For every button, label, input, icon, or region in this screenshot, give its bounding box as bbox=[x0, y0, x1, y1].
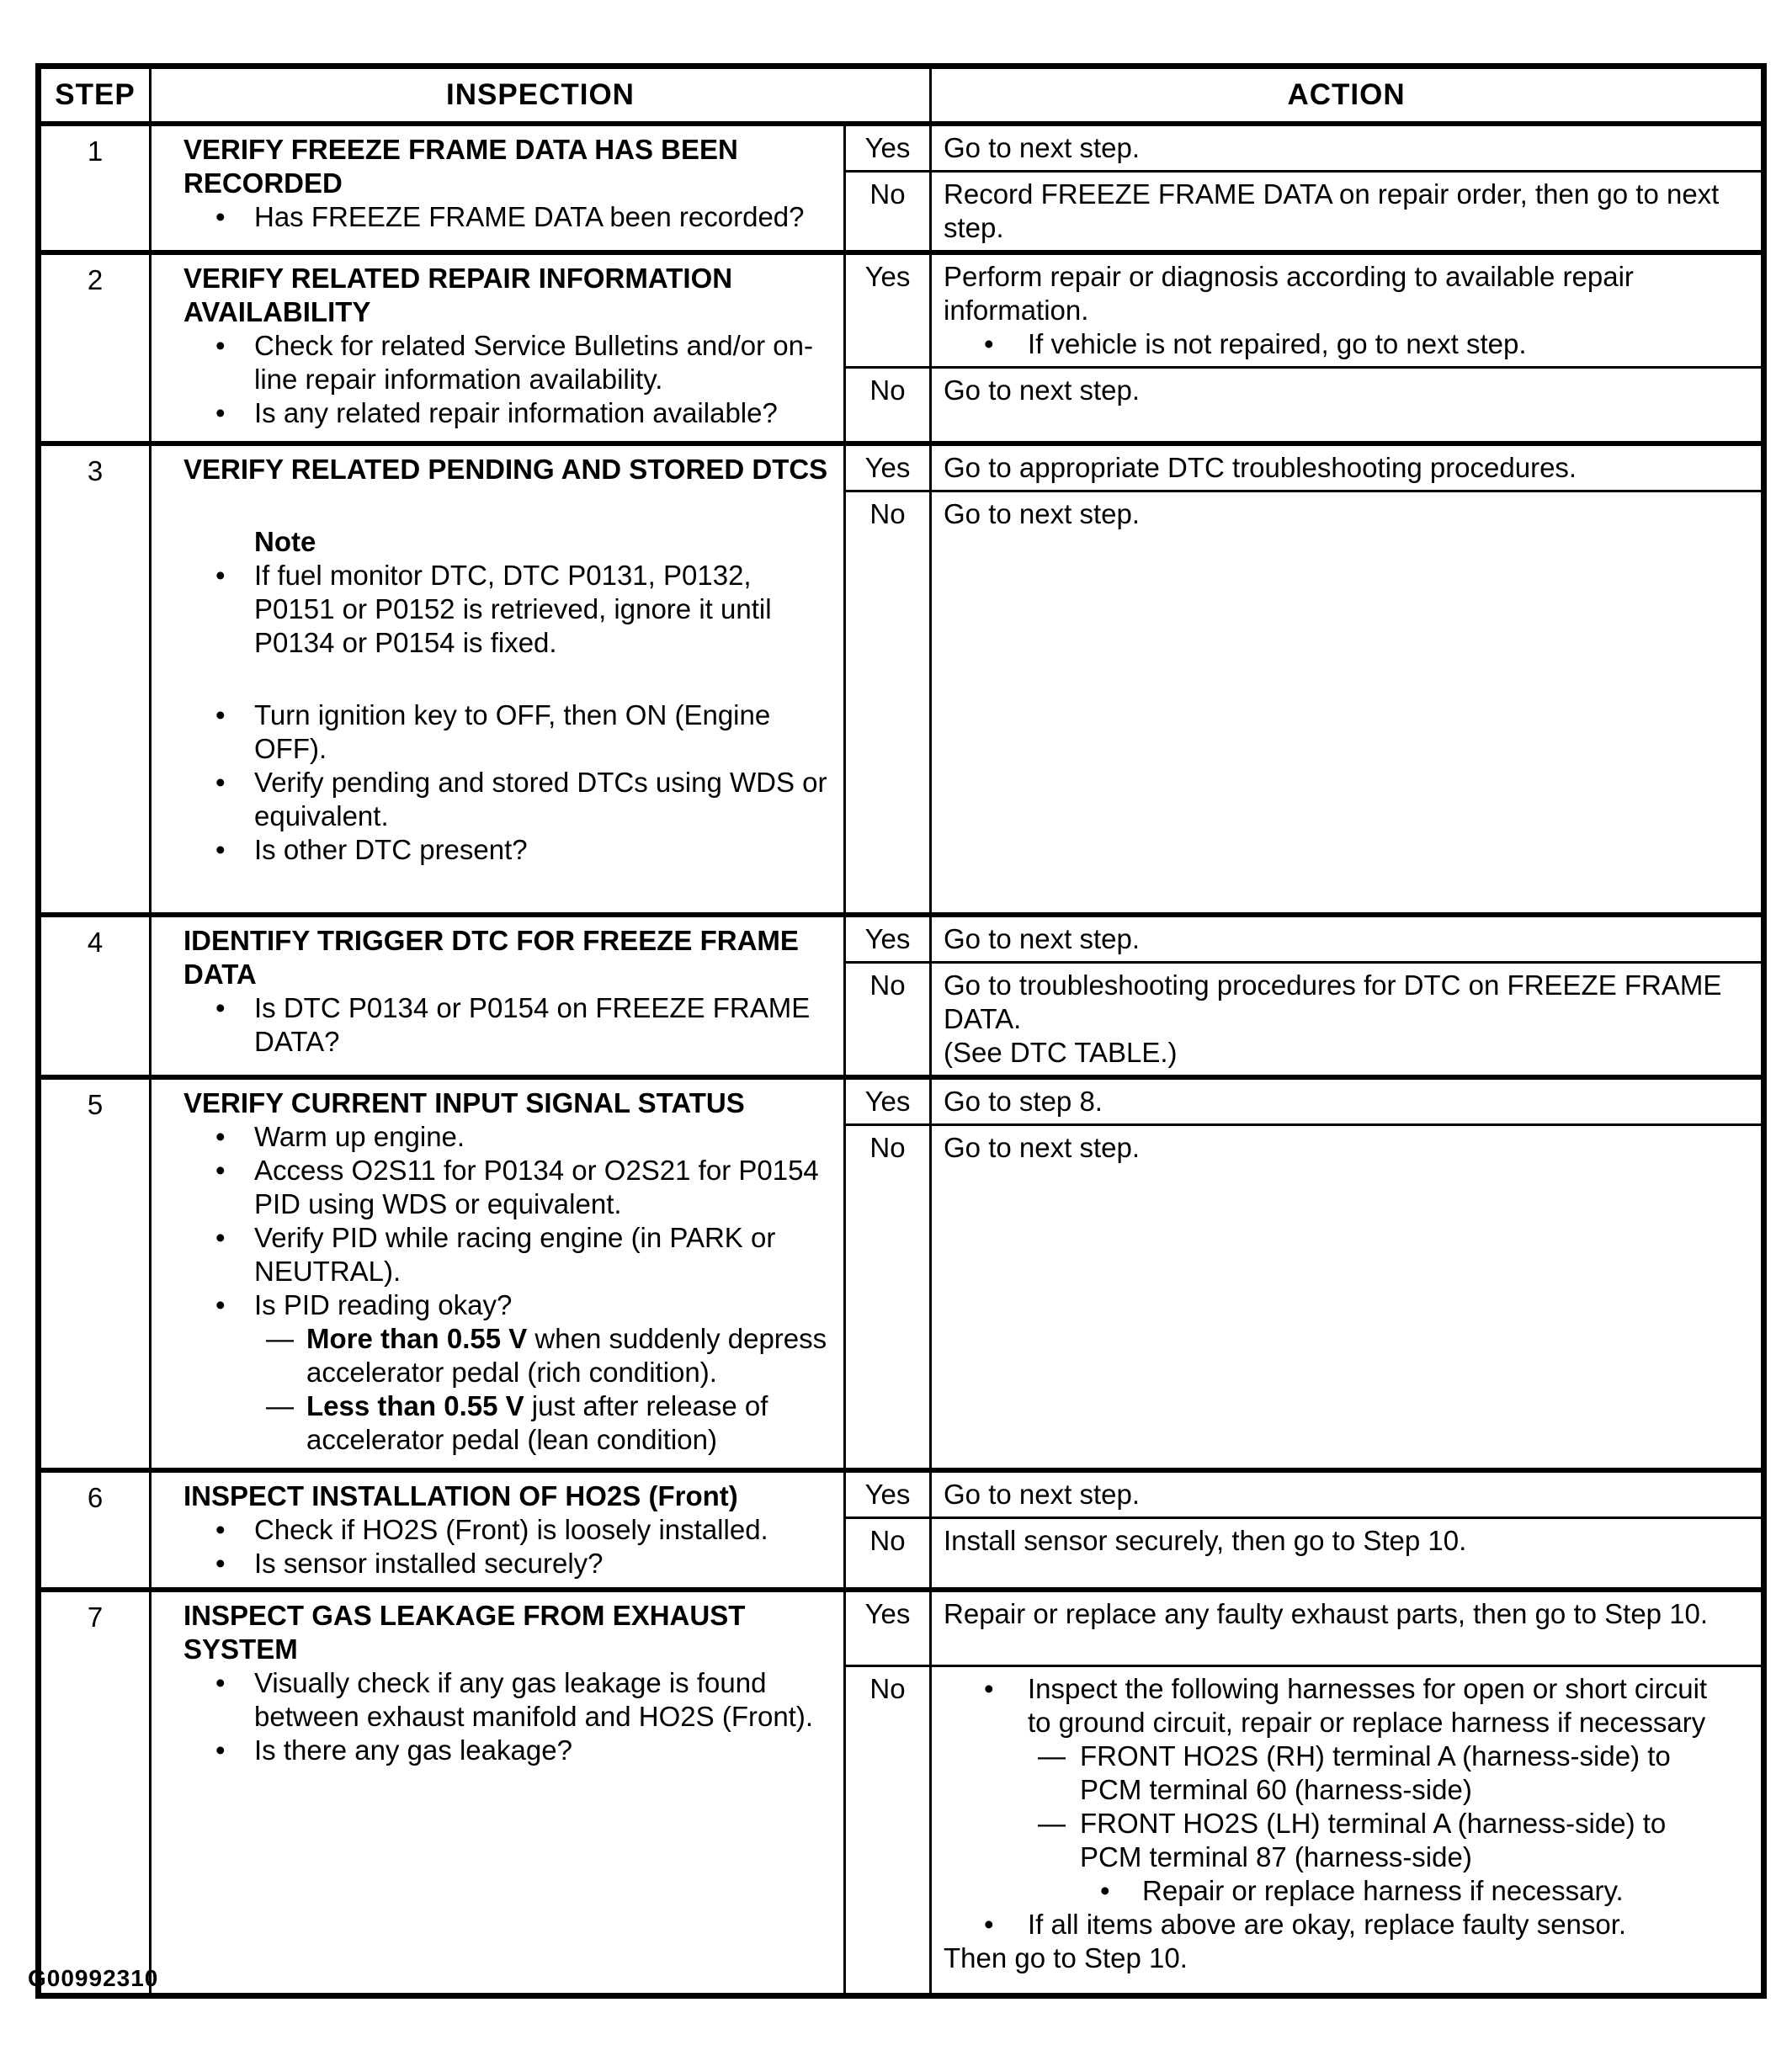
step-number: 1 bbox=[39, 124, 151, 252]
action-item: Go to next step. bbox=[944, 1478, 1140, 1510]
action-item: Go to next step. bbox=[944, 132, 1140, 163]
inspection-item: • Check for related Service Bulletins and/or on-line repair information availability. bbox=[215, 330, 813, 395]
action-cell-yes bbox=[931, 444, 1764, 491]
inspection-item: • Turn ignition key to OFF, then ON (Engine OFF). bbox=[215, 698, 771, 764]
action-item: • If vehicle is not repaired, go to next step. bbox=[984, 328, 1527, 359]
bullet-icon: • bbox=[215, 1155, 226, 1186]
inspection-item: • Visually check if any gas leakage is found between exhaust manifold and HO2S (Front). bbox=[215, 1666, 814, 1732]
step-number: 5 bbox=[39, 1077, 151, 1470]
inspection-item: • Is there any gas leakage? bbox=[215, 1734, 572, 1766]
bullet-icon: • bbox=[1100, 1875, 1110, 1906]
inspection-item: Note bbox=[254, 525, 316, 557]
inspection-cell bbox=[151, 1077, 845, 1470]
branch-label-yes: Yes bbox=[845, 1590, 931, 1666]
inspection-cell bbox=[151, 915, 845, 1077]
action-item: Install sensor securely, then go to Step 10. bbox=[944, 1524, 1467, 1556]
dash-icon: — bbox=[266, 1323, 294, 1354]
spacer bbox=[183, 660, 832, 698]
step-row-5-yes bbox=[39, 1077, 1764, 1125]
inspection-bold-text: More than 0.55 V bbox=[306, 1323, 528, 1354]
action-cell-no bbox=[931, 368, 1764, 444]
step-row-6-yes bbox=[39, 1470, 1764, 1518]
dash-icon: — bbox=[1038, 1740, 1066, 1771]
inspection-item: • Is DTC P0134 or P0154 on FREEZE FRAME DATA? bbox=[215, 992, 811, 1057]
header-step: STEP bbox=[39, 66, 151, 125]
step-number: 6 bbox=[39, 1470, 151, 1590]
action-item: — FRONT HO2S (LH) terminal A (harness-side) to PCM terminal 87 (harness-side) bbox=[1038, 1808, 1667, 1872]
figure-id: G00992310 bbox=[28, 1965, 159, 1991]
step-row-7-yes bbox=[39, 1590, 1764, 1666]
action-item: — FRONT HO2S (RH) terminal A (harness-side) to PCM terminal 60 (harness-side) bbox=[1038, 1740, 1671, 1805]
branch-label-yes: Yes bbox=[845, 252, 931, 368]
branch-label-no: No bbox=[845, 963, 931, 1078]
action-item: Record FREEZE FRAME DATA on repair order, then go to next step. bbox=[944, 178, 1720, 243]
branch-label-yes: Yes bbox=[845, 1077, 931, 1125]
bullet-icon: • bbox=[215, 559, 226, 591]
branch-label-no: No bbox=[845, 1666, 931, 1996]
action-item: • Inspect the following harnesses for open or short circuit to ground circuit, repair or replace harness if necessary bbox=[984, 1673, 1708, 1738]
action-cell-yes bbox=[931, 1470, 1764, 1518]
branch-label-yes: Yes bbox=[845, 1470, 931, 1518]
step-number: 2 bbox=[39, 252, 151, 444]
action-item: (See DTC TABLE.) bbox=[944, 1037, 1178, 1068]
inspection-title: INSPECT INSTALLATION OF HO2S (Front) bbox=[183, 1479, 738, 1511]
bullet-icon: • bbox=[215, 1666, 226, 1698]
action-cell-no bbox=[931, 172, 1764, 253]
inspection-cell bbox=[151, 252, 845, 444]
action-item: Go to next step. bbox=[944, 497, 1140, 529]
table-body bbox=[39, 124, 1764, 1996]
inspection-title: VERIFY CURRENT INPUT SIGNAL STATUS bbox=[183, 1087, 745, 1118]
inspection-cell bbox=[151, 1590, 845, 1996]
action-item: Go to appropriate DTC troubleshooting procedures. bbox=[944, 451, 1577, 483]
action-item: Perform repair or diagnosis according to available repair information. bbox=[944, 261, 1634, 326]
inspection-item: • Warm up engine. bbox=[215, 1121, 465, 1152]
branch-label-yes: Yes bbox=[845, 124, 931, 172]
dash-icon: — bbox=[266, 1390, 294, 1421]
step-row-3-yes bbox=[39, 444, 1764, 491]
action-item: Then go to Step 10. bbox=[944, 1942, 1188, 1973]
bullet-icon: • bbox=[215, 1289, 226, 1320]
inspection-item: • Is sensor installed securely? bbox=[215, 1547, 604, 1579]
inspection-cell bbox=[151, 124, 845, 252]
action-cell-no bbox=[931, 1666, 1764, 1996]
step-row-1-yes bbox=[39, 124, 1764, 172]
action-cell-yes bbox=[931, 252, 1764, 368]
branch-label-no: No bbox=[845, 1517, 931, 1589]
inspection-item: — Less than 0.55 V just after release of accelerator pedal (lean condition) bbox=[266, 1390, 768, 1455]
bullet-icon: • bbox=[215, 1734, 226, 1766]
action-cell-yes bbox=[931, 1590, 1764, 1666]
inspection-item: • Is any related repair information available? bbox=[215, 397, 778, 428]
action-item: Go to step 8. bbox=[944, 1086, 1103, 1117]
action-cell-yes bbox=[931, 1077, 1764, 1125]
bullet-icon: • bbox=[215, 330, 226, 361]
inspection-item: • Is other DTC present? bbox=[215, 833, 528, 865]
action-item: • Repair or replace harness if necessary. bbox=[1100, 1875, 1624, 1906]
action-cell-no bbox=[931, 491, 1764, 915]
bullet-icon: • bbox=[215, 698, 226, 730]
inspection-item: — More than 0.55 V when suddenly depress accelerator pedal (rich condition). bbox=[266, 1323, 827, 1388]
bullet-icon: • bbox=[984, 1909, 994, 1940]
branch-label-yes: Yes bbox=[845, 915, 931, 963]
header-row bbox=[39, 66, 1764, 125]
inspection-item: • Verify PID while racing engine (in PARK or NEUTRAL). bbox=[215, 1222, 776, 1287]
inspection-cell bbox=[151, 444, 845, 916]
inspection-item: • Has FREEZE FRAME DATA been recorded? bbox=[215, 201, 805, 232]
inspection-item: • Is PID reading okay? bbox=[215, 1289, 513, 1320]
inspection-item: • If fuel monitor DTC, DTC P0131, P0132, P0151 or P0152 is retrieved, ignore it until P0134 or P0154 is fixed. bbox=[215, 559, 772, 658]
bullet-icon: • bbox=[215, 833, 226, 865]
step-row-4-yes bbox=[39, 915, 1764, 963]
inspection-title: VERIFY RELATED PENDING AND STORED DTCS bbox=[183, 453, 828, 485]
troubleshooting-table bbox=[35, 63, 1767, 1999]
table-header bbox=[39, 66, 1764, 125]
inspection-item: • Access O2S11 for P0134 or O2S21 for P0154 PID using WDS or equivalent. bbox=[215, 1155, 819, 1219]
action-item: Go to next step. bbox=[944, 1132, 1140, 1163]
action-cell-yes bbox=[931, 124, 1764, 172]
header-inspection: INSPECTION bbox=[151, 66, 931, 125]
step-number: 3 bbox=[39, 444, 151, 916]
header-action: ACTION bbox=[931, 66, 1764, 125]
branch-label-no: No bbox=[845, 172, 931, 253]
inspection-title: VERIFY FREEZE FRAME DATA HAS BEEN RECORDED bbox=[183, 134, 738, 199]
bullet-icon: • bbox=[215, 1513, 226, 1545]
step-number: 7 bbox=[39, 1590, 151, 1996]
branch-label-no: No bbox=[845, 1125, 931, 1470]
inspection-title: INSPECT GAS LEAKAGE FROM EXHAUST SYSTEM bbox=[183, 1599, 746, 1665]
bullet-icon: • bbox=[215, 766, 226, 798]
inspection-bold-text: Less than 0.55 V bbox=[306, 1390, 524, 1421]
action-cell-no bbox=[931, 963, 1764, 1078]
dash-icon: — bbox=[1038, 1808, 1066, 1839]
inspection-cell bbox=[151, 1470, 845, 1590]
bullet-icon: • bbox=[215, 1222, 226, 1253]
inspection-item: • Check if HO2S (Front) is loosely installed. bbox=[215, 1513, 768, 1545]
step-number: 4 bbox=[39, 915, 151, 1077]
action-item: Go to troubleshooting procedures for DTC on FREEZE FRAME DATA. bbox=[944, 969, 1722, 1034]
action-cell-yes bbox=[931, 915, 1764, 963]
bullet-icon: • bbox=[215, 201, 226, 232]
action-cell-no bbox=[931, 1125, 1764, 1470]
bullet-icon: • bbox=[215, 1547, 226, 1579]
bullet-icon: • bbox=[984, 328, 994, 359]
inspection-title: VERIFY RELATED REPAIR INFORMATION AVAILABILITY bbox=[183, 263, 733, 327]
action-item: Go to next step. bbox=[944, 374, 1140, 406]
branch-label-no: No bbox=[845, 491, 931, 915]
inspection-item: • Verify pending and stored DTCs using WDS or equivalent. bbox=[215, 766, 827, 831]
branch-label-no: No bbox=[845, 368, 931, 444]
bullet-icon: • bbox=[215, 397, 226, 428]
action-cell-no bbox=[931, 1517, 1764, 1589]
bullet-icon: • bbox=[984, 1673, 994, 1704]
step-row-2-yes bbox=[39, 252, 1764, 368]
branch-label-yes: Yes bbox=[845, 444, 931, 491]
bullet-icon: • bbox=[215, 1121, 226, 1152]
inspection-title: IDENTIFY TRIGGER DTC FOR FREEZE FRAME DATA bbox=[183, 925, 799, 990]
action-item: Repair or replace any faulty exhaust parts, then go to Step 10. bbox=[944, 1597, 1709, 1629]
spacer bbox=[183, 486, 832, 525]
action-item: • If all items above are okay, replace faulty sensor. bbox=[984, 1909, 1627, 1940]
bullet-icon: • bbox=[215, 992, 226, 1023]
action-item: Go to next step. bbox=[944, 923, 1140, 954]
